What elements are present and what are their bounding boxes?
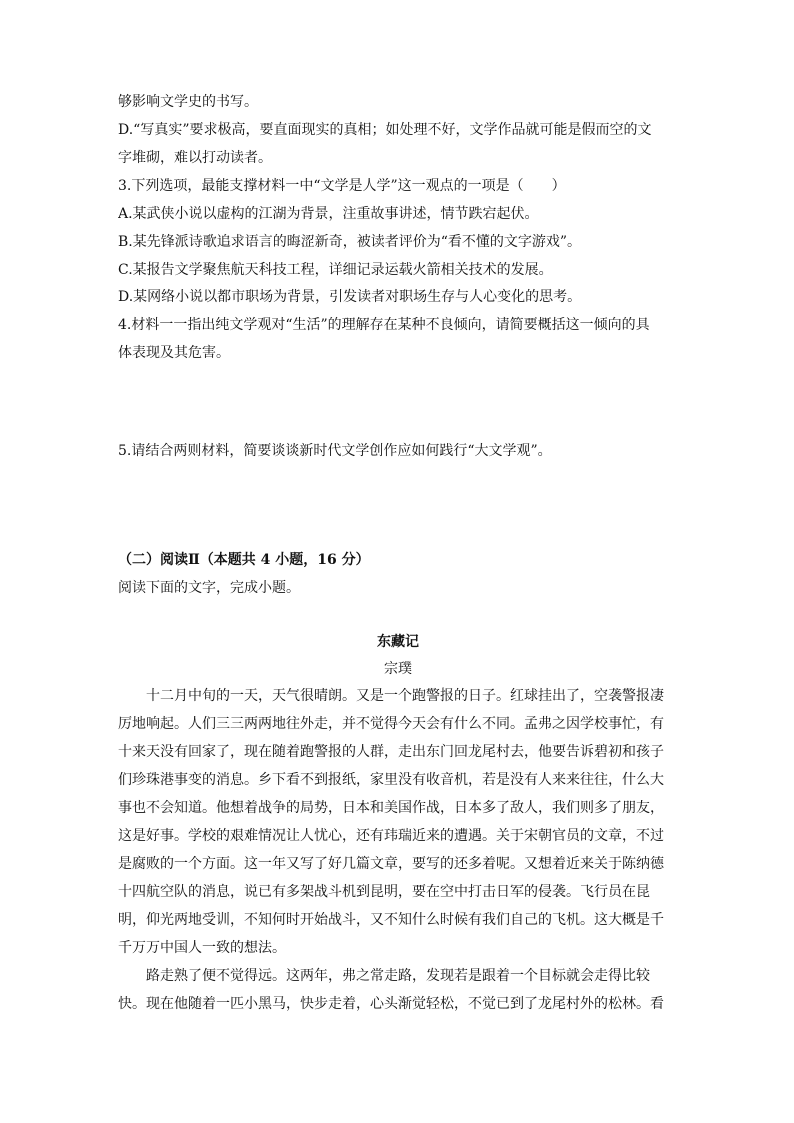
paragraph-1-line-9: 明，仰光两地受训，不知何时开始战斗，又不知什么时候有我们自己的飞机。这大概是千	[118, 912, 664, 928]
question-3-option-b: B.某先锋派诗歌追求语言的晦涩新奇，被读者评价为“看不懂的文字游戏”。	[118, 234, 582, 250]
paragraph-1-line-5: 事也不会知道。他想着战争的局势，日本和美国作战，日本多了敌人，我们则多了朋友，	[118, 800, 664, 816]
section-2-instruction: 阅读下面的文字，完成小题。	[118, 580, 300, 596]
material-line-3: 字堆砌，难以打动读者。	[118, 150, 272, 166]
section-2-heading: （二）阅读Ⅱ（本题共 4 小题，16 分）	[118, 552, 370, 568]
paragraph-1-line-6: 这是好事。学校的艰难情况让人忧心，还有玮瑞近来的遭遇。关于宋朝官员的文章，不过	[118, 828, 664, 844]
paragraph-1-line-7: 是腐败的一个方面。这一年又写了好几篇文章，要写的还多着呢。又想着近来关于陈纳德	[118, 856, 664, 872]
question-5-line-1: 5.请结合两则材料，简要谈谈新时代文学创作应如何践行“大文学观”。	[118, 443, 552, 459]
paragraph-2-line-1: 路走熟了便不觉得远。这两年，弗之常走路，发现若是跟着一个目标就会走得比较	[146, 968, 650, 984]
question-3-option-c: C.某报告文学聚焦航天科技工程，详细记录运载火箭相关技术的发展。	[118, 262, 553, 278]
paragraph-1-line-4: 们珍珠港事变的消息。乡下看不到报纸，家里没有收音机，若是没有人来来往往，什么大	[118, 772, 664, 788]
material-line-1: 够影响文学史的书写。	[118, 94, 258, 110]
question-3-stem: 3.下列选项，最能支撑材料一中“文学是人学”这一观点的一项是（ ）	[118, 178, 566, 194]
paragraph-1-line-8: 十四航空队的消息，说已有多架战斗机到昆明，要在空中打击日军的侵袭。飞行员在昆	[118, 884, 650, 900]
material-line-2: D.“写真实”要求极高，要直面现实的真相；如处理不好，文学作品就可能是假而空的文	[118, 122, 652, 138]
question-4-line-1: 4.材料一一指出纯文学观对“生活”的理解存在某种不良倾向，请简要概括这一倾向的具	[118, 317, 650, 333]
question-3-option-a: A.某武侠小说以虚构的江湖为背景，注重故事讲述，情节跌宕起伏。	[118, 206, 539, 222]
paragraph-1-line-10: 千万万中国人一致的想法。	[118, 940, 286, 956]
question-3-option-d: D.某网络小说以都市职场为背景，引发读者对职场生存与人心变化的思考。	[118, 289, 582, 305]
paragraph-1-line-3: 十来天没有回家了，现在随着跑警报的人群，走出东门回龙尾村去，他要告诉碧初和孩子	[118, 744, 664, 760]
article-title: 东藏记	[377, 634, 419, 650]
question-4-line-2: 体表现及其危害。	[118, 345, 230, 361]
article-author: 宗璞	[384, 661, 412, 677]
paragraph-2-line-2: 快。现在他随着一匹小黑马，快步走着，心头渐觉轻松，不觉已到了龙尾村外的松林。看	[118, 996, 664, 1012]
paragraph-1-line-2: 厉地响起。人们三三两两地往外走，并不觉得今天会有什么不同。孟弗之因学校事忙，有	[118, 716, 664, 732]
paragraph-1-line-1: 十二月中旬的一天，天气很晴朗。又是一个跑警报的日子。红球挂出了，空袭警报凄	[146, 688, 664, 704]
